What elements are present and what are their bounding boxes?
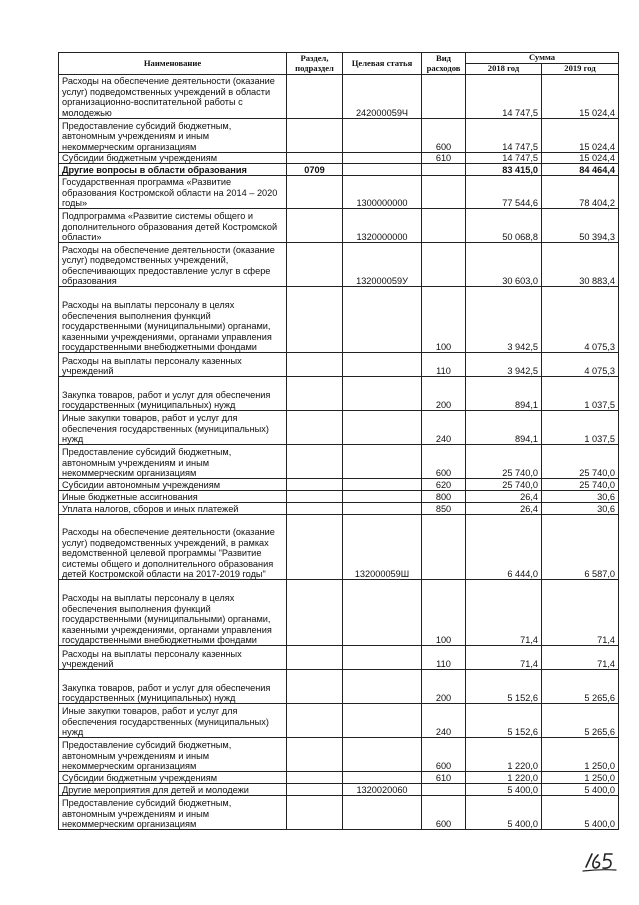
table-row xyxy=(59,503,619,515)
table-row xyxy=(59,119,619,153)
row-value-2019: 78 404,2 xyxy=(542,176,619,209)
row-value-2018: 1 220,0 xyxy=(466,772,542,784)
row-target xyxy=(343,503,422,515)
row-type: 600 xyxy=(422,796,466,830)
row-target xyxy=(343,738,422,772)
row-section xyxy=(287,670,343,704)
row-section xyxy=(287,176,343,209)
row-section xyxy=(287,738,343,772)
header-year-2019: 2019 год xyxy=(542,64,619,75)
row-type: 240 xyxy=(422,411,466,445)
row-value-2019: 5 265,6 xyxy=(542,704,619,738)
row-value-2018: 14 747,5 xyxy=(466,153,542,164)
table-row xyxy=(59,243,619,287)
table-row xyxy=(59,704,619,738)
row-type: 620 xyxy=(422,479,466,491)
row-name: Уплата налогов, сборов и иных платежей xyxy=(59,503,287,515)
table-row xyxy=(59,445,619,479)
table-row xyxy=(59,784,619,796)
row-target xyxy=(343,119,422,153)
table-row xyxy=(59,164,619,176)
row-value-2018: 26,4 xyxy=(466,503,542,515)
table-row xyxy=(59,287,619,353)
row-type: 200 xyxy=(422,377,466,411)
row-value-2018: 71,4 xyxy=(466,580,542,646)
row-target xyxy=(343,153,422,164)
row-value-2018: 6 444,0 xyxy=(466,515,542,580)
row-type: 100 xyxy=(422,287,466,353)
header-section: Раздел, подраздел xyxy=(287,53,343,75)
row-target xyxy=(343,772,422,784)
row-value-2019: 15 024,4 xyxy=(542,119,619,153)
row-target xyxy=(343,377,422,411)
row-section xyxy=(287,243,343,287)
table-row xyxy=(59,796,619,830)
row-value-2018: 83 415,0 xyxy=(466,164,542,176)
row-name: Расходы на обеспечение деятельности (оказание услуг) подведомственных учреждений, обеспечивающих предоставление услуг в сфере образования xyxy=(59,243,287,287)
row-type: 600 xyxy=(422,119,466,153)
row-name: Иные закупки товаров, работ и услуг для обеспечения государственных (муниципальных) нужд xyxy=(59,704,287,738)
row-section xyxy=(287,784,343,796)
row-name: Закупка товаров, работ и услуг для обеспечения государственных (муниципальных) нужд xyxy=(59,670,287,704)
row-name: Расходы на выплаты персоналу в целях обеспечения выполнения функций государственными (муниципальными) органами, казенными учреждениями, органами управления государственными внебюджетными фондами xyxy=(59,580,287,646)
row-name: Предоставление субсидий бюджетным, автономным учреждениям и иным некоммерческим организациям xyxy=(59,738,287,772)
row-target: 1300000000 xyxy=(343,176,422,209)
table-row xyxy=(59,772,619,784)
row-type xyxy=(422,176,466,209)
row-section xyxy=(287,445,343,479)
row-section xyxy=(287,491,343,503)
row-name: Иные закупки товаров, работ и услуг для обеспечения государственных (муниципальных) нужд xyxy=(59,411,287,445)
row-section xyxy=(287,287,343,353)
row-value-2018: 5 400,0 xyxy=(466,784,542,796)
row-section: 0709 xyxy=(287,164,343,176)
handwritten-page-number xyxy=(582,845,622,875)
row-target xyxy=(343,411,422,445)
row-section xyxy=(287,515,343,580)
row-section xyxy=(287,503,343,515)
row-value-2019: 4 075,3 xyxy=(542,353,619,377)
table-row xyxy=(59,515,619,580)
row-section xyxy=(287,580,343,646)
row-section xyxy=(287,411,343,445)
header-year-2018: 2018 год xyxy=(466,64,542,75)
row-name: Расходы на обеспечение деятельности (оказание услуг) подведомственных учреждений, в рамках ведомственной целевой программы "Развитие системы общего и дополнительного образования детей Костромской области на 2017-2019 годы" xyxy=(59,515,287,580)
row-section xyxy=(287,153,343,164)
row-name: Предоставление субсидий бюджетным, автономным учреждениям и иным некоммерческим организациям xyxy=(59,119,287,153)
row-name: Другие мероприятия для детей и молодежи xyxy=(59,784,287,796)
table-row xyxy=(59,670,619,704)
row-target: 132000059У xyxy=(343,243,422,287)
row-section xyxy=(287,377,343,411)
row-value-2019: 4 075,3 xyxy=(542,287,619,353)
row-section xyxy=(287,646,343,670)
row-type: 240 xyxy=(422,704,466,738)
row-type: 850 xyxy=(422,503,466,515)
row-type: 600 xyxy=(422,738,466,772)
row-type: 800 xyxy=(422,491,466,503)
row-value-2019: 30,6 xyxy=(542,503,619,515)
row-value-2018: 894,1 xyxy=(466,411,542,445)
row-name: Расходы на обеспечение деятельности (оказание услуг) подведомственных учреждений в области организационно-воспитательной работы с молодежью xyxy=(59,75,287,119)
row-value-2019: 25 740,0 xyxy=(542,479,619,491)
row-name: Другие вопросы в области образования xyxy=(59,164,287,176)
row-type: 200 xyxy=(422,670,466,704)
row-name: Иные бюджетные ассигнования xyxy=(59,491,287,503)
table-row xyxy=(59,176,619,209)
row-section xyxy=(287,704,343,738)
table-row xyxy=(59,646,619,670)
row-type: 610 xyxy=(422,772,466,784)
row-value-2018: 14 747,5 xyxy=(466,119,542,153)
row-section xyxy=(287,772,343,784)
row-value-2018: 30 603,0 xyxy=(466,243,542,287)
row-value-2018: 1 220,0 xyxy=(466,738,542,772)
row-value-2019: 30 883,4 xyxy=(542,243,619,287)
row-section xyxy=(287,479,343,491)
row-value-2019: 30,6 xyxy=(542,491,619,503)
row-name: Государственная программа «Развитие образования Костромской области на 2014 – 2020 годы» xyxy=(59,176,287,209)
row-type: 600 xyxy=(422,445,466,479)
row-target xyxy=(343,704,422,738)
row-section xyxy=(287,209,343,243)
row-value-2018: 5 152,6 xyxy=(466,670,542,704)
row-type: 100 xyxy=(422,580,466,646)
header-type: Вид расходов xyxy=(422,53,466,75)
row-target xyxy=(343,287,422,353)
table-row xyxy=(59,353,619,377)
row-value-2018: 5 400,0 xyxy=(466,796,542,830)
row-value-2018: 5 152,6 xyxy=(466,704,542,738)
table-row xyxy=(59,479,619,491)
row-type xyxy=(422,75,466,119)
row-target xyxy=(343,796,422,830)
row-value-2019: 15 024,4 xyxy=(542,153,619,164)
row-value-2018: 50 068,8 xyxy=(466,209,542,243)
row-value-2019: 1 250,0 xyxy=(542,738,619,772)
row-target: 132000059Ш xyxy=(343,515,422,580)
row-type xyxy=(422,164,466,176)
header-name: Наименование xyxy=(59,53,287,75)
row-name: Субсидии бюджетным учреждениям xyxy=(59,772,287,784)
row-value-2019: 1 037,5 xyxy=(542,377,619,411)
row-name: Предоставление субсидий бюджетным, автономным учреждениям и иным некоммерческим организациям xyxy=(59,445,287,479)
row-section xyxy=(287,353,343,377)
row-value-2018: 894,1 xyxy=(466,377,542,411)
header-target: Целевая статья xyxy=(343,53,422,75)
row-value-2018: 77 544,6 xyxy=(466,176,542,209)
row-section xyxy=(287,75,343,119)
row-name: Расходы на выплаты персоналу в целях обеспечения выполнения функций государственными (муниципальными) органами, казенными учреждениями, органами управления государственными внебюджетными фондами xyxy=(59,287,287,353)
row-value-2019: 1 037,5 xyxy=(542,411,619,445)
table-row xyxy=(59,738,619,772)
row-name: Расходы на выплаты персоналу казенных учреждений xyxy=(59,646,287,670)
table-row xyxy=(59,491,619,503)
row-value-2019: 5 400,0 xyxy=(542,796,619,830)
row-type xyxy=(422,515,466,580)
row-name: Расходы на выплаты персоналу казенных учреждений xyxy=(59,353,287,377)
row-value-2018: 25 740,0 xyxy=(466,479,542,491)
row-name: Предоставление субсидий бюджетным, автономным учреждениям и иным некоммерческим организациям xyxy=(59,796,287,830)
row-value-2018: 26,4 xyxy=(466,491,542,503)
row-target xyxy=(343,479,422,491)
row-value-2018: 14 747,5 xyxy=(466,75,542,119)
table-row xyxy=(59,377,619,411)
row-target xyxy=(343,580,422,646)
budget-table xyxy=(58,52,619,830)
row-target: 1320020060 xyxy=(343,784,422,796)
row-value-2019: 25 740,0 xyxy=(542,445,619,479)
row-target xyxy=(343,646,422,670)
row-value-2019: 1 250,0 xyxy=(542,772,619,784)
row-name: Субсидии бюджетным учреждениям xyxy=(59,153,287,164)
table-row xyxy=(59,411,619,445)
table-body xyxy=(59,75,619,830)
row-target xyxy=(343,164,422,176)
row-section xyxy=(287,119,343,153)
row-value-2019: 71,4 xyxy=(542,646,619,670)
row-target xyxy=(343,491,422,503)
row-type xyxy=(422,243,466,287)
row-type: 110 xyxy=(422,646,466,670)
row-type: 610 xyxy=(422,153,466,164)
row-name: Подпрограмма «Развитие системы общего и дополнительного образования детей Костромской области» xyxy=(59,209,287,243)
row-value-2019: 15 024,4 xyxy=(542,75,619,119)
row-type xyxy=(422,209,466,243)
row-value-2018: 3 942,5 xyxy=(466,353,542,377)
row-value-2019: 50 394,3 xyxy=(542,209,619,243)
row-value-2018: 3 942,5 xyxy=(466,287,542,353)
row-name: Субсидии автономным учреждениям xyxy=(59,479,287,491)
row-type xyxy=(422,784,466,796)
row-name: Закупка товаров, работ и услуг для обеспечения государственных (муниципальных) нужд xyxy=(59,377,287,411)
row-value-2018: 25 740,0 xyxy=(466,445,542,479)
row-value-2019: 5 400,0 xyxy=(542,784,619,796)
row-type: 110 xyxy=(422,353,466,377)
row-value-2019: 84 464,4 xyxy=(542,164,619,176)
table-row xyxy=(59,580,619,646)
row-target xyxy=(343,353,422,377)
header-sum: Сумма xyxy=(466,53,619,64)
table-row xyxy=(59,153,619,164)
table-row xyxy=(59,209,619,243)
row-target xyxy=(343,445,422,479)
row-value-2019: 5 265,6 xyxy=(542,670,619,704)
row-value-2018: 71,4 xyxy=(466,646,542,670)
row-value-2019: 6 587,0 xyxy=(542,515,619,580)
row-value-2019: 71,4 xyxy=(542,580,619,646)
row-target: 242000059Ч xyxy=(343,75,422,119)
row-target: 1320000000 xyxy=(343,209,422,243)
table-row xyxy=(59,75,619,119)
row-section xyxy=(287,796,343,830)
row-target xyxy=(343,670,422,704)
